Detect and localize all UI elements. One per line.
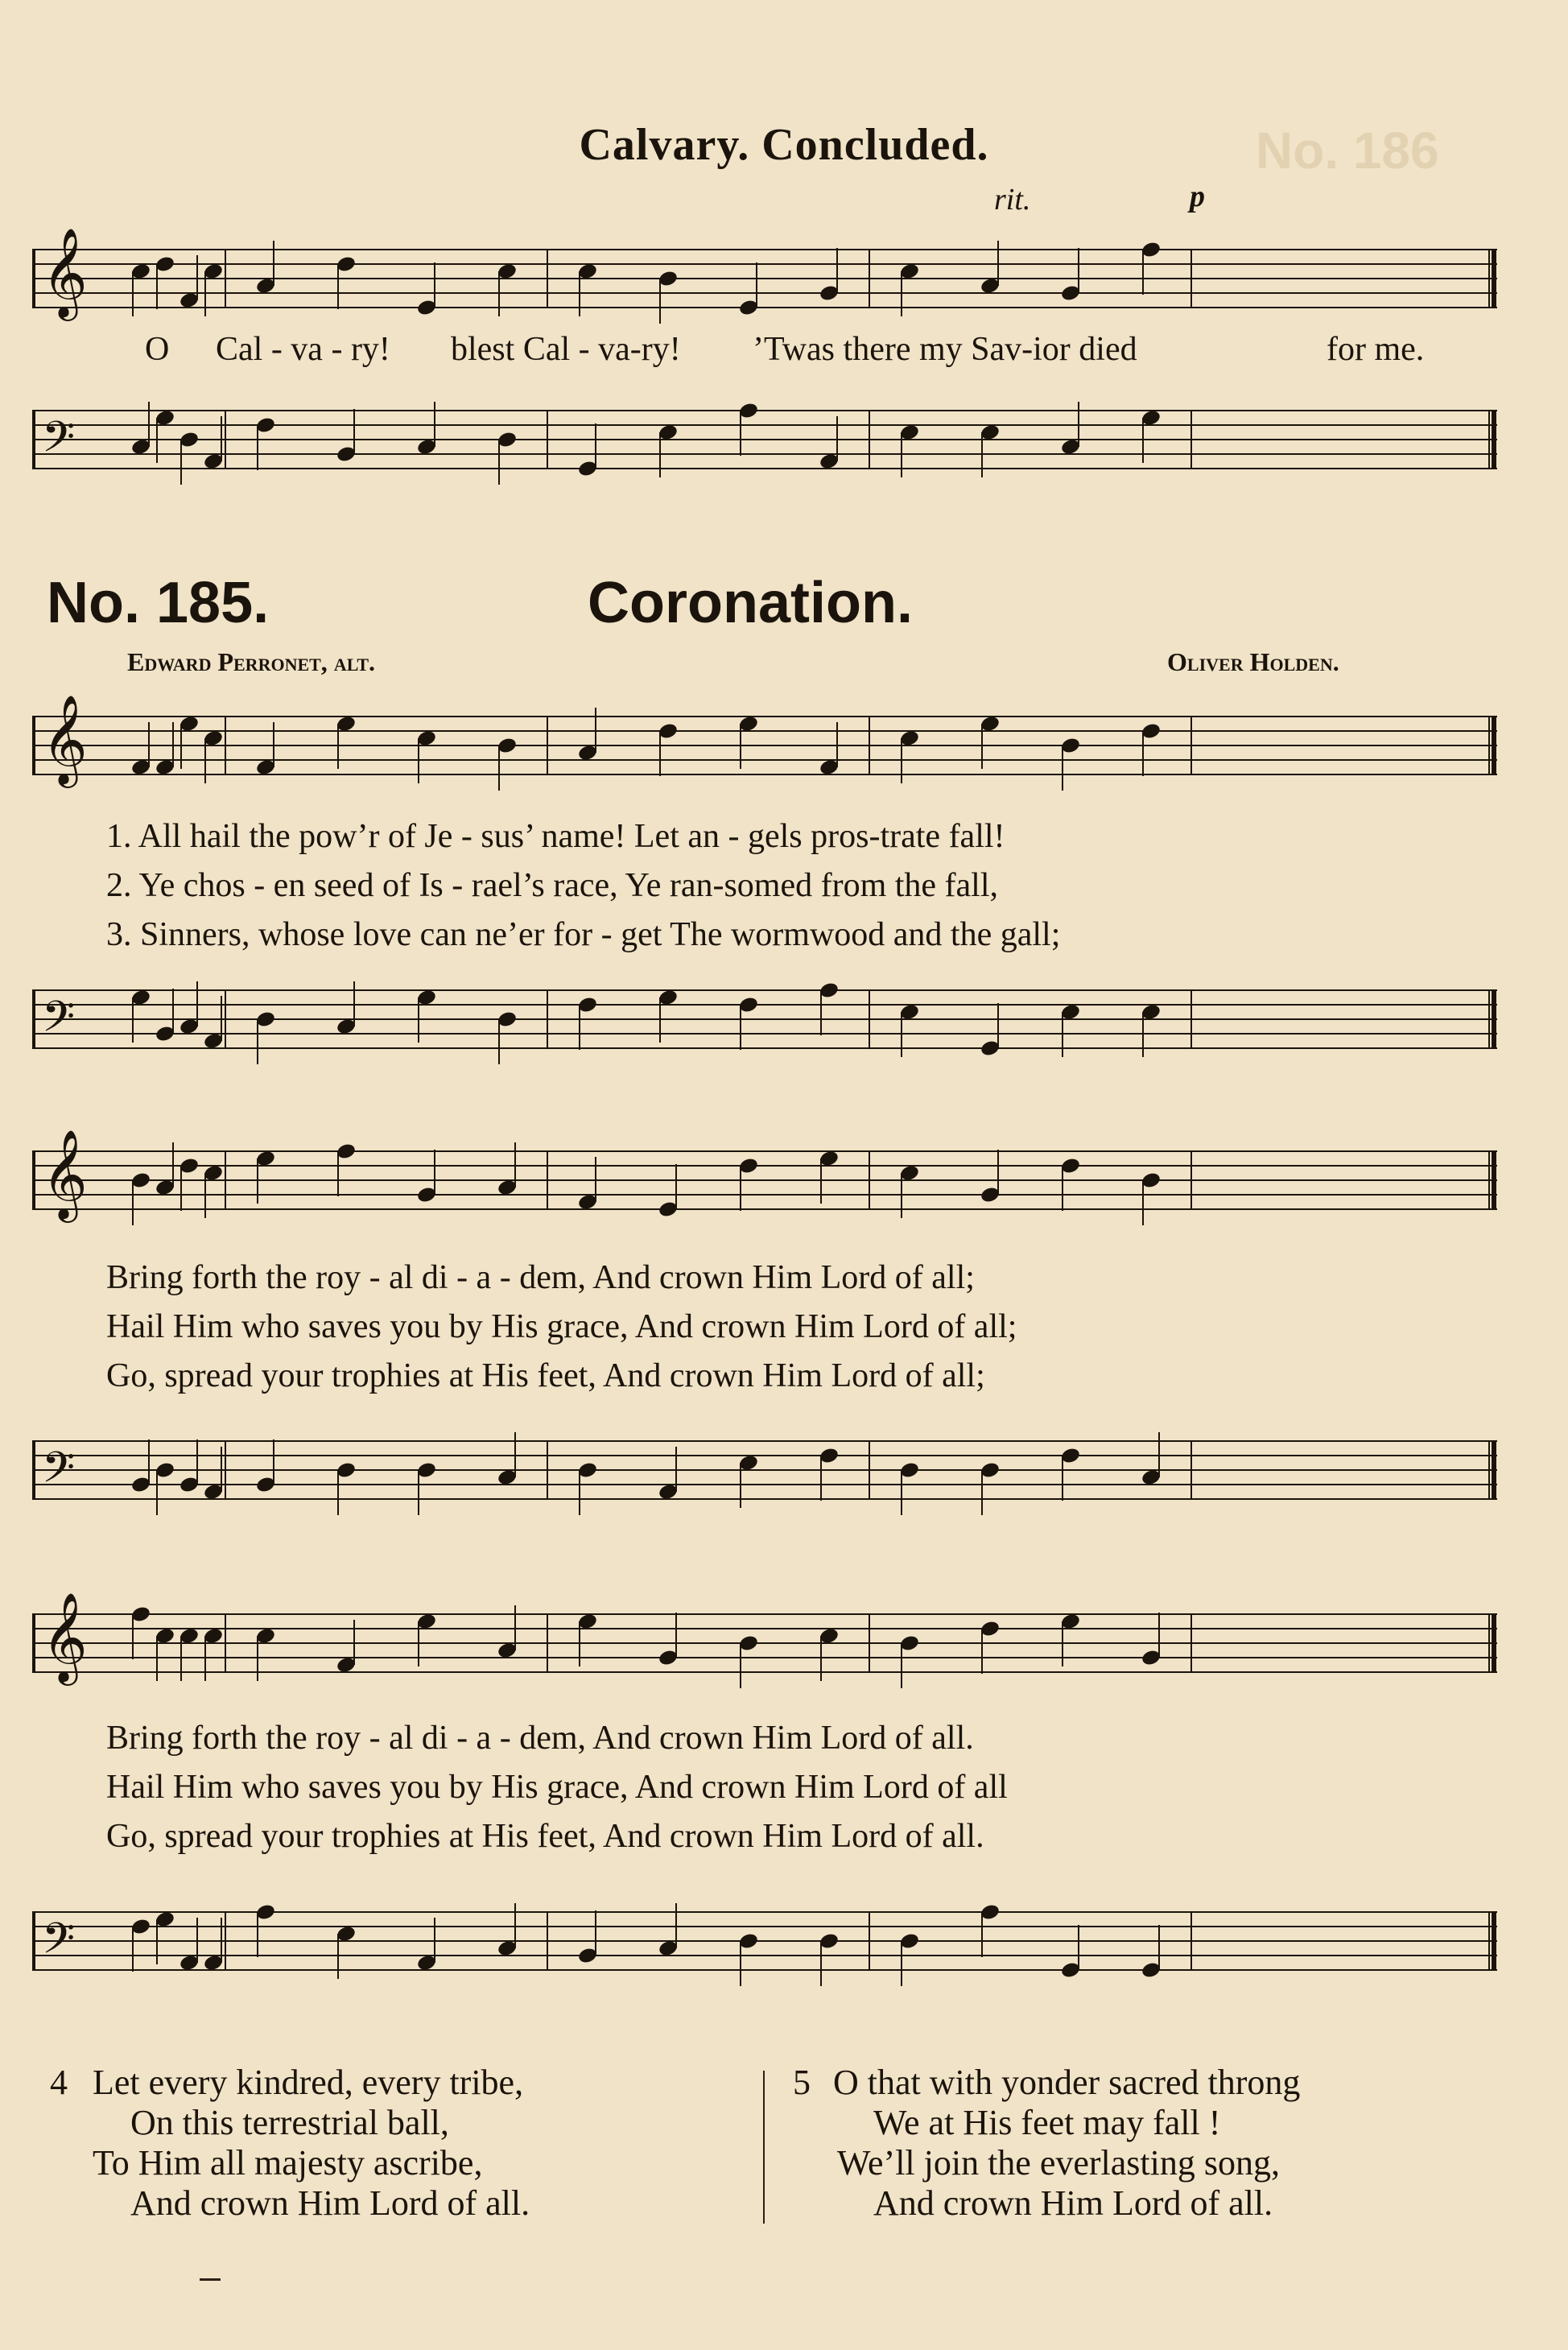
stanza-4-line-3: To Him all majesty ascribe, (93, 2143, 483, 2183)
continued-title: Calvary. Concluded. (579, 120, 989, 170)
ritardando-marking: rit. (994, 183, 1031, 217)
system2-bass-staff (32, 1417, 1497, 1522)
bass-clef-icon: 𝄢 (42, 993, 76, 1053)
stanza-5-number: 5 (793, 2063, 811, 2102)
calvary-lyric-1: O (145, 331, 170, 368)
bass-clef-icon: 𝄢 (42, 1914, 76, 1975)
stanza-4-line-4: And crown Him Lord of all. (130, 2183, 530, 2223)
stray-mark (200, 2278, 221, 2281)
system2-verse-1: Bring forth the roy - al di - a - dem, And crown Him Lord of all; (106, 1259, 975, 1296)
system1-bass-staff (32, 966, 1497, 1071)
system3-verse-2: Hail Him who saves you by His grace, And crown Him Lord of all (106, 1769, 1008, 1806)
stanza-5-line-1: O that with yonder sacred throng (833, 2063, 1301, 2102)
stanza-4-line-2: On this terrestrial ball, (130, 2103, 449, 2142)
system3-verse-3: Go, spread your trophies at His feet, And crown Him Lord of all. (106, 1818, 984, 1855)
system3-treble-staff (32, 1590, 1497, 1695)
hymn-number: No. 185. (47, 571, 270, 635)
system2-verse-2: Hail Him who saves you by His grace, And crown Him Lord of all; (106, 1308, 1017, 1345)
stanza-5-line-4: And crown Him Lord of all. (873, 2183, 1273, 2223)
words-credit: Edward Perronet, alt. (127, 647, 376, 676)
calvary-lyric-4: ’Twas there my Sav-ior died (753, 331, 1137, 368)
hymn-title: Coronation. (588, 571, 913, 635)
system1-verse-2: 2. Ye chos - en seed of Is - rael’s race, Ye ran-somed from the fall, (106, 867, 999, 904)
bass-clef-icon: 𝄢 (42, 1443, 76, 1504)
calvary-bass-staff (32, 386, 1497, 491)
calvary-treble-staff (32, 225, 1497, 330)
piano-dynamic: p (1190, 180, 1205, 213)
treble-clef-icon: 𝄞 (42, 1129, 88, 1220)
stanza-5-line-2: We at His feet may fall ! (873, 2103, 1221, 2142)
system2-treble-staff (32, 1127, 1497, 1232)
system3-bass-staff (32, 1888, 1497, 1993)
stanza-5-line-3: We’ll join the everlasting song, (837, 2143, 1280, 2183)
bass-clef-icon: 𝄢 (42, 413, 76, 473)
system3-verse-1: Bring forth the roy - al di - a - dem, And crown Him Lord of all. (106, 1720, 974, 1757)
system1-verse-1: 1. All hail the pow’r of Je - sus’ name! Let an - gels pros-trate fall! (106, 818, 1005, 855)
calvary-lyric-2: Cal - va - ry! (216, 331, 390, 368)
calvary-lyric-5: for me. (1327, 331, 1425, 368)
music-credit: Oliver Holden. (1167, 647, 1339, 676)
calvary-lyric-3: blest Cal - va-ry! (451, 331, 681, 368)
system2-verse-3: Go, spread your trophies at His feet, And crown Him Lord of all; (106, 1357, 985, 1394)
stanza-4-line-1: Let every kindred, every tribe, (93, 2063, 524, 2102)
treble-clef-icon: 𝄞 (42, 227, 88, 318)
treble-clef-icon: 𝄞 (42, 694, 88, 785)
system1-treble-staff (32, 692, 1497, 797)
system1-verse-3: 3. Sinners, whose love can ne’er for - get The wormwood and the gall; (106, 916, 1061, 953)
stanza-divider (763, 2071, 765, 2224)
stanza-4-number: 4 (50, 2063, 68, 2102)
bleed-through-page-number: No. 186 (1256, 122, 1439, 180)
treble-clef-icon: 𝄞 (42, 1592, 88, 1683)
